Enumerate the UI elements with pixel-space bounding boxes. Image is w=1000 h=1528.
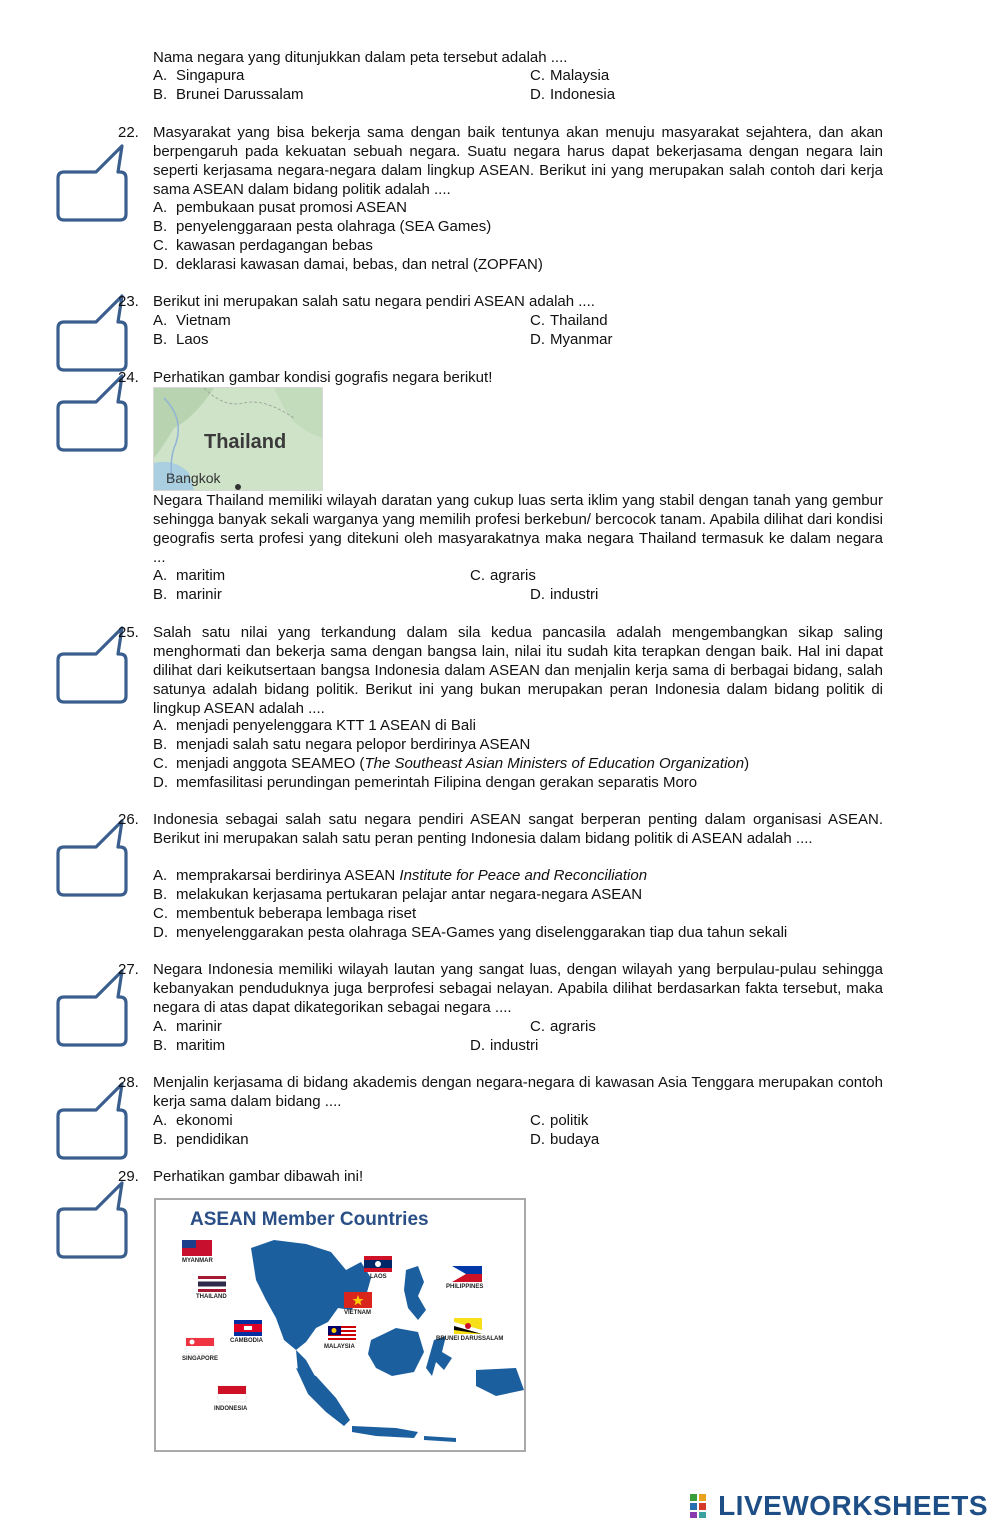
q24-option-c: C. agraris bbox=[470, 567, 536, 584]
q27-option-b: B. maritim bbox=[153, 1037, 226, 1054]
question-28-text: Menjalin kerjasama di bidang akademis dengan negara-negara di kawasan Asia Tenggara merupakan contoh kerja sama dalam bidang .... bbox=[153, 1074, 883, 1110]
q23-option-c: C. Thailand bbox=[530, 312, 608, 329]
flag-laos bbox=[364, 1256, 392, 1272]
map-label-bangkok: Bangkok bbox=[166, 470, 221, 486]
map-label-thailand: Thailand bbox=[204, 431, 287, 453]
label-thailand: THAILAND bbox=[196, 1294, 227, 1300]
flag-vietnam bbox=[344, 1292, 372, 1308]
asean-figure-title: ASEAN Member Countries bbox=[190, 1209, 429, 1230]
asean-member-countries-image bbox=[154, 1198, 526, 1452]
question-28-number: 28. bbox=[118, 1074, 139, 1091]
q27-option-a: A. marinir bbox=[153, 1018, 222, 1035]
liveworksheets-logo-text: LIVEWORKSHEETS bbox=[718, 1490, 988, 1521]
flag-thailand bbox=[198, 1276, 226, 1292]
q24-option-a: A. maritim bbox=[153, 567, 226, 584]
q22-option-a: A. pembukaan pusat promosi ASEAN bbox=[153, 199, 407, 216]
question-24-text: Perhatikan gambar kondisi gografis negara berikut! bbox=[153, 369, 493, 386]
question-25-number: 25. bbox=[118, 624, 139, 641]
q21-option-d: D. Indonesia bbox=[530, 86, 616, 103]
liveworksheets-logo-icon bbox=[690, 1492, 716, 1518]
q23-option-b: B. Laos bbox=[153, 331, 209, 348]
question-23-text: Berikut ini merupakan salah satu negara pendiri ASEAN adalah .... bbox=[153, 293, 595, 310]
label-singapore: SINGAPORE bbox=[182, 1356, 219, 1362]
q27-option-c: C. agraris bbox=[530, 1018, 596, 1035]
q24-option-d: D. industri bbox=[530, 586, 599, 603]
flag-cambodia bbox=[234, 1320, 262, 1336]
q28-option-a: A. ekonomi bbox=[153, 1112, 233, 1129]
flag-myanmar bbox=[182, 1240, 212, 1256]
q26-option-b: B. melakukan kerjasama pertukaran pelajar antar negara-negara ASEAN bbox=[153, 886, 643, 903]
southeast-asia-map bbox=[156, 1200, 524, 1450]
flag-philippines bbox=[452, 1266, 482, 1282]
q24-option-b: B. marinir bbox=[153, 586, 222, 603]
thailand-map-image bbox=[153, 387, 323, 491]
q21-option-a: A. Singapura bbox=[153, 67, 245, 84]
question-24-number: 24. bbox=[118, 369, 139, 386]
q23-option-d: D. Myanmar bbox=[530, 331, 613, 348]
question-27-text: Negara Indonesia memiliki wilayah lautan yang sangat luas, dengan wilayah yang berpulau-pulau sehingga kebanyakan penduduknya juga berprofesi sebagai nelayan. Apabila dilihat berdasarkan fakta tersebut, maka negara di atas dapat dikategorikan sebagai negara .... bbox=[153, 961, 883, 1016]
label-philippines: PHILIPPINES bbox=[446, 1284, 484, 1290]
question-22-number: 22. bbox=[118, 124, 139, 141]
label-brunei: BRUNEI DARUSSALAM bbox=[436, 1336, 504, 1342]
q22-option-b: B. penyelenggaraan pesta olahraga (SEA Games) bbox=[153, 218, 492, 235]
question-21-text: Nama negara yang ditunjukkan dalam peta tersebut adalah .... bbox=[153, 49, 568, 66]
liveworksheets-logo bbox=[690, 1490, 988, 1522]
question-29-text: Perhatikan gambar dibawah ini! bbox=[153, 1168, 364, 1185]
q23-option-a: A. Vietnam bbox=[153, 312, 231, 329]
flag-brunei bbox=[454, 1318, 482, 1334]
flag-indonesia bbox=[218, 1386, 246, 1402]
question-23-number: 23. bbox=[118, 293, 139, 310]
answer-bubble-29[interactable] bbox=[52, 1177, 132, 1261]
q21-option-c: C. Malaysia bbox=[530, 67, 610, 84]
q28-option-d: D. budaya bbox=[530, 1131, 600, 1148]
label-laos: LAOS bbox=[370, 1274, 387, 1280]
q25-option-a: A. menjadi penyelenggara KTT 1 ASEAN di Bali bbox=[153, 717, 476, 734]
flag-singapore bbox=[186, 1338, 214, 1354]
label-cambodia: CAMBODIA bbox=[230, 1338, 263, 1344]
q25-option-c: C. menjadi anggota SEAMEO (The Southeast Asian Ministers of Education Organization) bbox=[153, 755, 750, 772]
question-22-text: Masyarakat yang bisa bekerja sama dengan baik tentunya akan menuju masyarakat sejahtera, dan akan berpengaruh pada kekuatan sebuah negara. Suatu negara harus dapat bekerjasama dengan negara lain seperti kerjasama negara-negara dalam lingkup ASEAN. Berikut ini yang merupakan salah contoh dari kerja sama ASEAN dalam bidang politik adalah .... bbox=[153, 124, 883, 198]
q26-option-a: A. memprakarsai berdirinya ASEAN Institute for Peace and Reconciliation bbox=[153, 867, 648, 884]
label-myanmar: MYANMAR bbox=[182, 1258, 213, 1264]
question-25-text: Salah satu nilai yang terkandung dalam sila kedua pancasila adalah mengembangkan sikap saling menghormati dan bekerja sama dengan bangsa lain, nilai itu sudah kita terapkan dengan baik. Hal ini dapat dilihat dari keikutsertaan bangsa Indonesia dalam ASEAN dan menjalin kerja sama di berbagai bidang, salah satunya adalah bidang politik. Berikut ini yang bukan merupakan peran Indonesia dalam bidang politik di lingkup ASEAN adalah .... bbox=[153, 624, 883, 717]
question-26-number: 26. bbox=[118, 811, 139, 828]
label-vietnam: VIETNAM bbox=[344, 1310, 371, 1316]
q25-option-b: B. menjadi salah satu negara pelopor berdirinya ASEAN bbox=[153, 736, 531, 753]
label-indonesia: INDONESIA bbox=[214, 1406, 248, 1412]
flag-malaysia bbox=[328, 1326, 356, 1342]
question-29-number: 29. bbox=[118, 1168, 139, 1185]
question-27-number: 27. bbox=[118, 961, 139, 978]
question-26-text: Indonesia sebagai salah satu negara pendiri ASEAN sangat berperan penting dalam organisasi ASEAN. Berikut ini merupakan salah satu peran penting Indonesia dalam bidang politik di ASEAN adalah .... bbox=[153, 811, 883, 847]
q22-option-c: C. kawasan perdagangan bebas bbox=[153, 237, 373, 254]
q27-option-d: D. industri bbox=[470, 1037, 539, 1054]
question-24-paragraph: Negara Thailand memiliki wilayah daratan yang cukup luas serta iklim yang stabil dengan tanah yang gembur sehingga banyak sekali warganya yang memilih profesi berkebun/ bercocok tanam. Apabila dilihat dari kondisi geografis serta profesi yang ditekuni oleh masyarakatnya maka negara Thailand termasuk ke dalam negara ... bbox=[153, 492, 883, 566]
q21-option-b: B. Brunei Darussalam bbox=[153, 86, 304, 103]
label-malaysia: MALAYSIA bbox=[324, 1344, 355, 1350]
q26-option-c: C. membentuk beberapa lembaga riset bbox=[153, 905, 417, 922]
q26-option-d: D. menyelenggarakan pesta olahraga SEA-Games yang diselenggarakan tiap dua tahun sekali bbox=[153, 924, 788, 941]
q28-option-b: B. pendidikan bbox=[153, 1131, 249, 1148]
q22-option-d: D. deklarasi kawasan damai, bebas, dan netral (ZOPFAN) bbox=[153, 256, 543, 273]
q25-option-d: D. memfasilitasi perundingan pemerintah Filipina dengan gerakan separatis Moro bbox=[153, 774, 698, 791]
q28-option-c: C. politik bbox=[530, 1112, 589, 1129]
answer-bubble-22[interactable] bbox=[52, 140, 132, 224]
